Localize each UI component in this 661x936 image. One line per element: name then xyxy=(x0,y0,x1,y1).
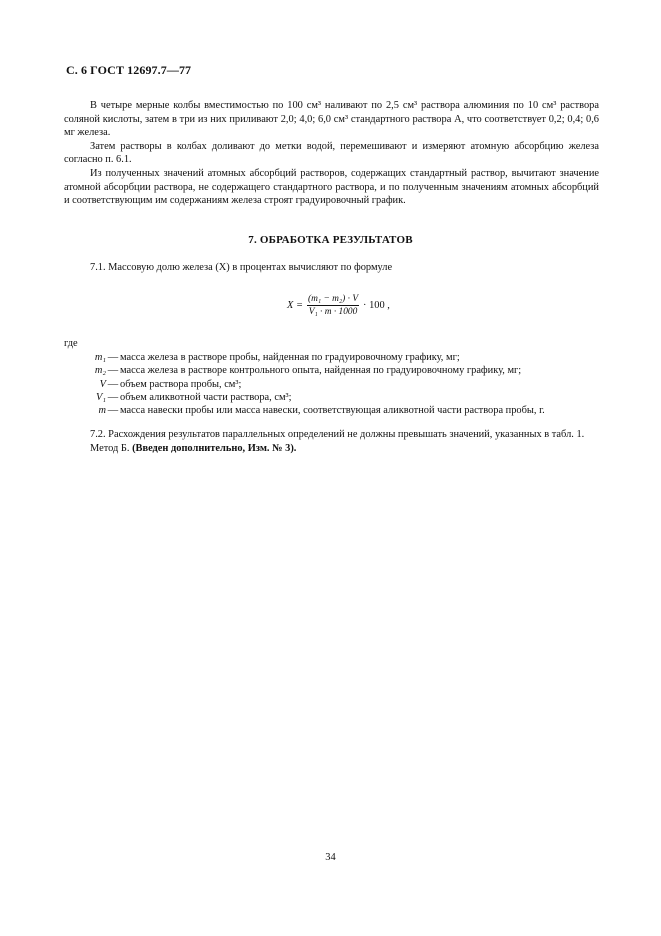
formula-lhs: X = xyxy=(287,300,303,311)
symbol-legend xyxy=(64,351,599,417)
where-block xyxy=(64,337,599,351)
amendment-note: (Введен дополнительно, Изм. № 3). xyxy=(132,442,297,454)
legend-symbol: m₂ xyxy=(94,365,106,377)
page-number: 34 xyxy=(325,852,336,863)
legend-row xyxy=(64,391,599,404)
section-title: 7. ОБРАБОТКА РЕЗУЛЬТАТОВ xyxy=(248,234,413,246)
paragraph-dilution: Затем растворы в колбах доливают до метки водой, перемешивают и измеряют атомную абсорбцию железа согласно п. 6.1. xyxy=(64,140,599,166)
method-prefix: Метод Б. xyxy=(90,442,133,454)
method-note xyxy=(64,442,599,456)
legend-dash: — xyxy=(107,352,119,363)
legend-dash: — xyxy=(107,405,119,417)
clause-7-2-block xyxy=(64,428,599,455)
legend-symbol: V₁ xyxy=(96,391,106,403)
where-label: где xyxy=(64,338,78,349)
legend-symbol: V xyxy=(99,378,106,390)
formula-multiplier: · 100 , xyxy=(363,300,390,311)
page-header: С. 6 ГОСТ 12697.7—77 xyxy=(66,63,192,77)
clause-7-1-block xyxy=(64,261,599,275)
clause-7-2: 7.2. Расхождения результатов параллельных определений не должны превышать значений, указанных в табл. 1. xyxy=(90,429,585,440)
legend-dash: — xyxy=(107,378,119,390)
legend-description: масса навески пробы или масса навески, соответствующая аликвотной части раствора пробы, г. xyxy=(120,405,545,417)
paragraph-calibration-graph: Из полученных значений атомных абсорбций растворов, содержащих стандартный раствор, вычитают значение атомной абсорбции раствора, не содержащего стандартного раствора, и по полученным значениям атомных абсорбций и соответствующим им содержаниям железа строят градуировочный график. xyxy=(64,167,599,207)
legend-description: масса железа в растворе контрольного опыта, найденная по градуировочному графику, мг; xyxy=(120,365,522,377)
legend-dash: — xyxy=(107,391,119,403)
mass-fraction-formula xyxy=(287,294,390,317)
legend-description: объем аликвотной части раствора, см³; xyxy=(120,391,292,403)
legend-description: масса железа в растворе пробы, найденная по градуировочному графику, мг; xyxy=(120,352,460,363)
formula-denominator: V₁ · m · 1000 xyxy=(308,307,358,317)
legend-row xyxy=(64,378,599,391)
formula-numerator: (m₁ − m₂) · V xyxy=(307,294,359,304)
legend-row xyxy=(64,404,599,417)
legend-row xyxy=(64,364,599,377)
clause-7-1: 7.1. Массовую долю железа (X) в процентах вычисляют по формуле xyxy=(90,262,393,273)
intro-text xyxy=(64,99,599,208)
legend-description: объем раствора пробы, см³; xyxy=(120,378,242,390)
legend-row xyxy=(64,351,599,364)
legend-symbol: m₁ xyxy=(94,352,106,363)
legend-symbol: m xyxy=(98,405,106,417)
formula-fraction xyxy=(306,294,360,317)
paragraph-calibration-flasks: В четыре мерные колбы вместимостью по 100 см³ наливают по 2,5 см³ раствора алюминия по 10 см³ раствора соляной кислоты, затем в три из них приливают 2,0; 4,0; 6,0 см³ стандартного раствора А, что соответствует 0,2; 0,4; 0,6 мг железа. xyxy=(64,100,599,139)
legend-dash: — xyxy=(107,365,119,377)
